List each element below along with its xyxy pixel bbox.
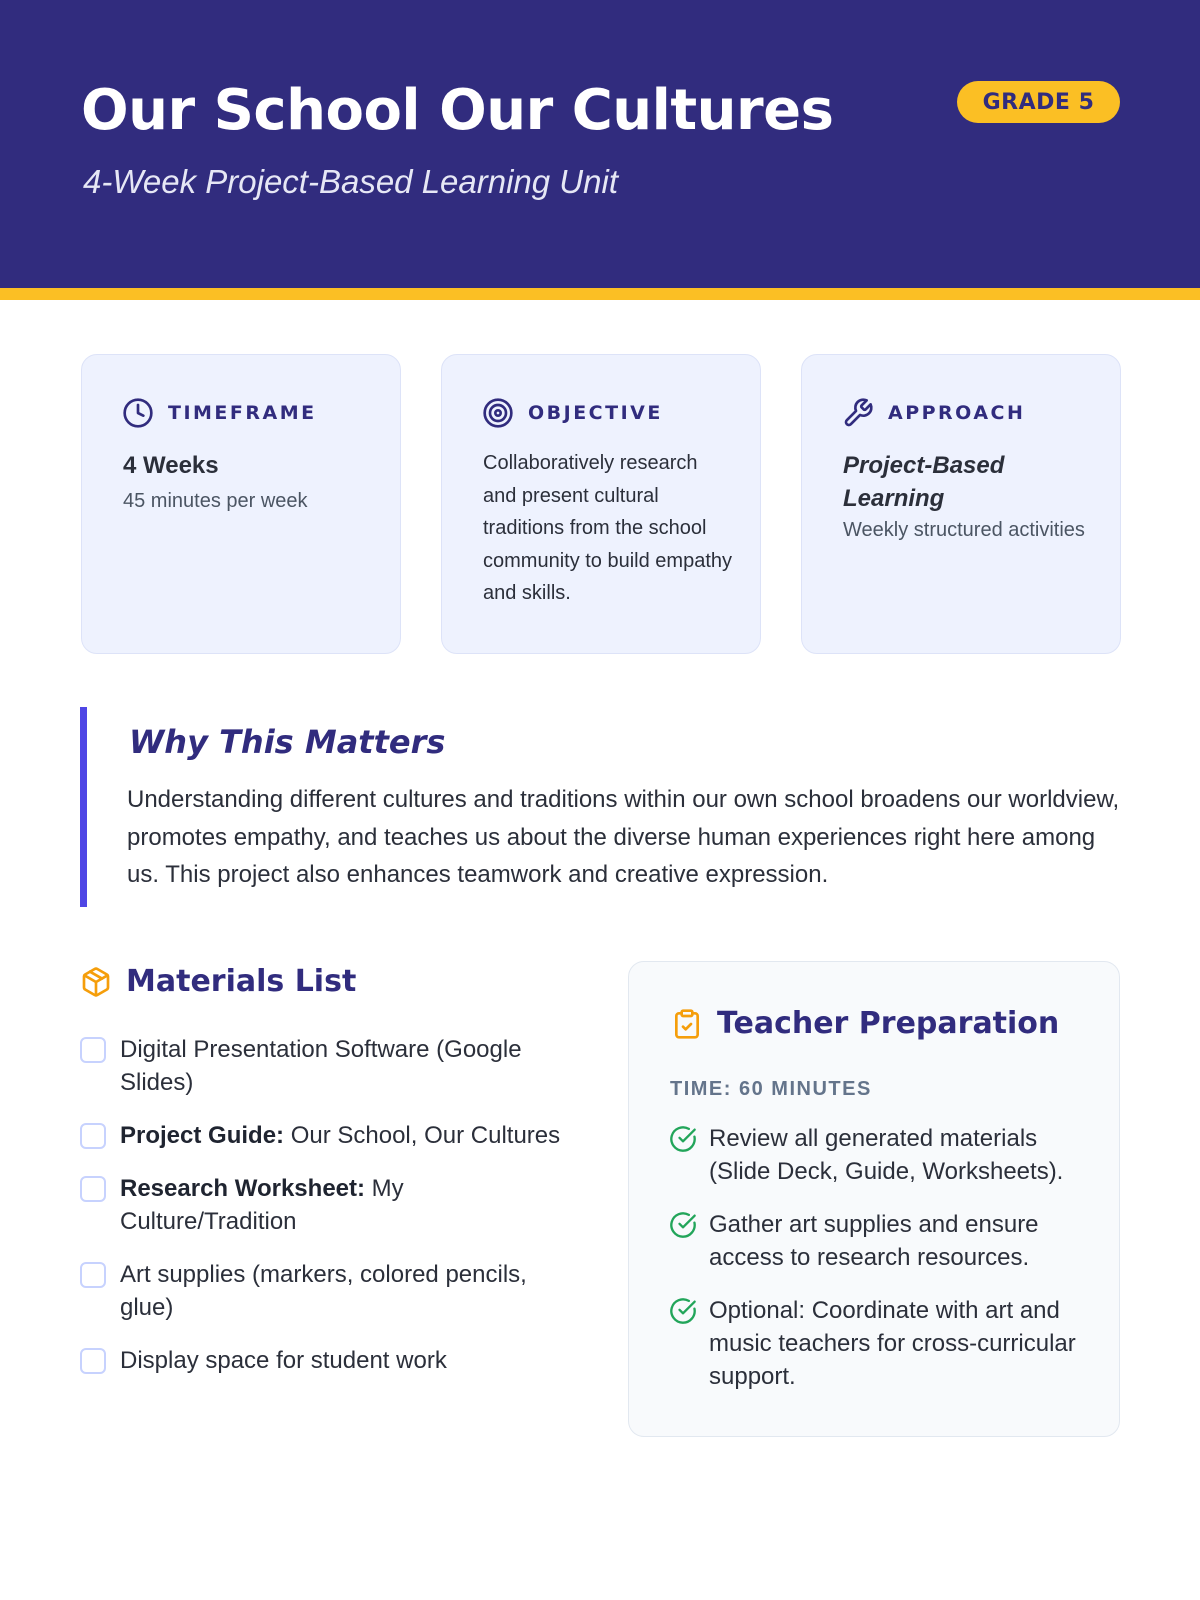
objective-card bbox=[441, 354, 761, 654]
why-this-matters-section bbox=[80, 707, 1120, 907]
why-this-matters-text: Understanding different cultures and traditions within our own school broadens our worldview, promotes empathy, and teaches us about the diverse human experiences right here among us. This project also enhances teamwork and creative expression. bbox=[127, 786, 1120, 888]
objective-card-header bbox=[482, 397, 663, 429]
why-this-matters-title: Why This Matters bbox=[129, 723, 446, 761]
material-text bbox=[120, 1033, 580, 1099]
approach-card-header bbox=[842, 397, 1025, 429]
material-checkbox[interactable] bbox=[80, 1037, 106, 1063]
materials-title: Materials List bbox=[126, 964, 357, 999]
material-checkbox[interactable] bbox=[80, 1348, 106, 1374]
materials-header bbox=[80, 964, 356, 999]
material-checkbox[interactable] bbox=[80, 1176, 106, 1202]
material-label: Our School, Our Cultures bbox=[284, 1122, 561, 1149]
page-title: Our School Our Cultures bbox=[81, 78, 834, 143]
teacher-preparation-header bbox=[671, 1006, 1059, 1041]
material-item bbox=[80, 1033, 580, 1099]
check-circle-icon bbox=[669, 1297, 697, 1325]
timeframe-label: TIMEFRAME bbox=[168, 402, 317, 424]
preparation-text: Review all generated materials (Slide Deck, Guide, Worksheets). bbox=[709, 1125, 1064, 1185]
timeframe-card bbox=[81, 354, 401, 654]
preparation-item bbox=[669, 1122, 1089, 1188]
material-text bbox=[120, 1119, 560, 1152]
approach-label: APPROACH bbox=[888, 402, 1026, 424]
objective-label: OBJECTIVE bbox=[528, 402, 663, 424]
preparation-list bbox=[669, 1122, 1089, 1413]
material-item bbox=[80, 1119, 580, 1152]
material-text bbox=[120, 1172, 580, 1238]
preparation-text: Gather art supplies and ensure access to research resources. bbox=[709, 1211, 1039, 1271]
check-circle-icon bbox=[669, 1211, 697, 1239]
teacher-preparation-card bbox=[628, 961, 1120, 1437]
preparation-time: TIME: 60 MINUTES bbox=[670, 1078, 872, 1100]
preparation-item bbox=[669, 1208, 1089, 1274]
material-item bbox=[80, 1344, 580, 1377]
package-icon bbox=[80, 966, 112, 998]
material-item bbox=[80, 1172, 580, 1238]
teacher-preparation-title: Teacher Preparation bbox=[717, 1006, 1060, 1041]
preparation-item bbox=[669, 1294, 1089, 1393]
material-label: Art supplies (markers, colored pencils, glue) bbox=[120, 1261, 527, 1321]
target-icon bbox=[482, 397, 514, 429]
clipboard-check-icon bbox=[671, 1008, 703, 1040]
material-label: Digital Presentation Software (Google Slides) bbox=[120, 1036, 522, 1096]
material-label: My Culture/Tradition bbox=[120, 1175, 404, 1235]
timeframe-card-header bbox=[122, 397, 317, 429]
material-bold-label: Research Worksheet: bbox=[120, 1175, 365, 1202]
page-subtitle: 4-Week Project-Based Learning Unit bbox=[83, 163, 618, 200]
clock-icon bbox=[122, 397, 154, 429]
grade-badge: GRADE 5 bbox=[957, 81, 1120, 123]
material-checkbox[interactable] bbox=[80, 1123, 106, 1149]
material-text bbox=[120, 1258, 580, 1324]
material-text bbox=[120, 1344, 447, 1377]
timeframe-value: 4 Weeks bbox=[123, 452, 219, 479]
preparation-text: Optional: Coordinate with art and music teachers for cross-curricular support. bbox=[709, 1297, 1076, 1390]
approach-value: Project-Based Learning bbox=[843, 452, 1005, 512]
check-circle-icon bbox=[669, 1125, 697, 1153]
materials-list bbox=[80, 1033, 580, 1397]
material-bold-label: Project Guide: bbox=[120, 1122, 285, 1149]
material-label: Display space for student work bbox=[120, 1347, 447, 1374]
approach-detail: Weekly structured activities bbox=[843, 519, 1085, 541]
material-checkbox[interactable] bbox=[80, 1262, 106, 1288]
wrench-icon bbox=[842, 397, 874, 429]
header-accent-stripe bbox=[0, 288, 1200, 300]
approach-card bbox=[801, 354, 1121, 654]
objective-text: Collaboratively research and present cultural traditions from the school community to build empathy and skills. bbox=[483, 452, 733, 604]
material-item bbox=[80, 1258, 580, 1324]
timeframe-detail: 45 minutes per week bbox=[123, 490, 308, 512]
header-banner bbox=[0, 0, 1200, 288]
